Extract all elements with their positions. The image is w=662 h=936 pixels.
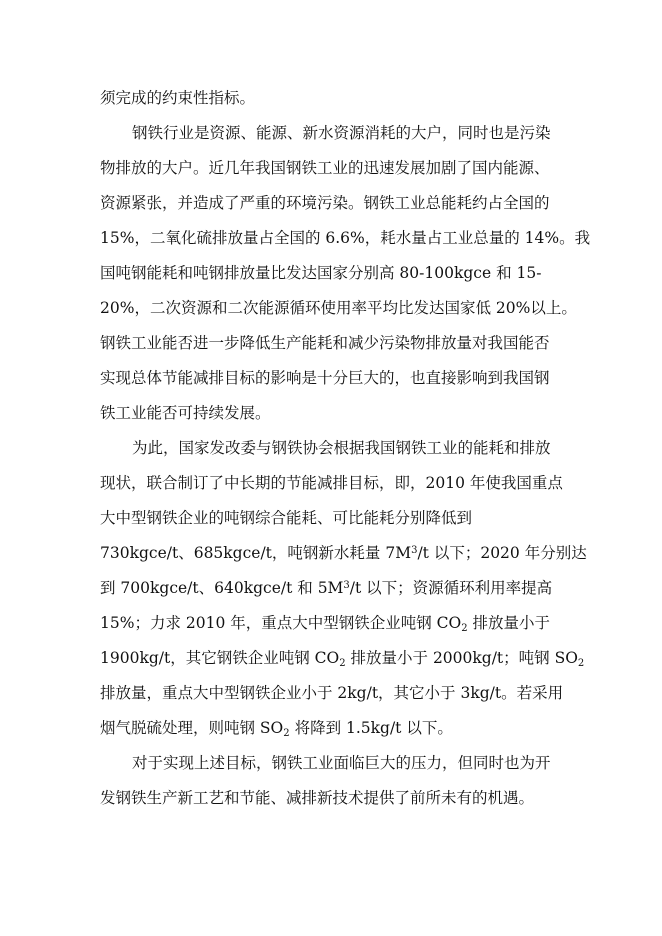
text-line: 现状，联合制订了中长期的节能减排目标，即，2010 年使我国重点 <box>100 474 563 492</box>
text-line: 排放量，重点大中型钢铁企业小于 2kg/t，其它小于 3kg/t。若采用 <box>100 684 564 702</box>
text-run: 1900kg/t，其它钢铁企业吨钢 CO <box>100 649 340 667</box>
text-run: 烟气脱硫处理，则吨钢 SO <box>100 719 284 737</box>
text-line: 须完成的约束性指标。 <box>100 89 256 107</box>
subscript: 2 <box>577 658 585 669</box>
text-line: 发钢铁生产新工艺和节能、减排新技术提供了前所未有的机遇。 <box>100 789 535 807</box>
text-line: 15%，二氧化硫排放量占全国的 6.6%，耗水量占工业总量的 14%。我 <box>100 229 591 247</box>
text-line: 为此，国家发改委与钢铁协会根据我国钢铁工业的能耗和排放 <box>132 439 551 457</box>
text-run: 730kgce/t、685kgce/t，吨钢新水耗量 7M <box>100 544 412 562</box>
subscript: 2 <box>461 623 468 634</box>
text-run: 排放量小于 <box>467 614 551 632</box>
text-line <box>100 541 587 565</box>
text-line: 国吨钢能耗和吨钢排放量比发达国家分别高 80-100kgce 和 15- <box>100 264 542 282</box>
text-run: /t 以下；资源循环利用率提高 <box>349 579 553 597</box>
text-line: 物排放的大户。近几年我国钢铁工业的迅速发展加剧了国内能源、 <box>100 159 550 177</box>
text-run: /t 以下；2020 年分别达 <box>417 544 587 562</box>
document-page <box>100 0 591 936</box>
text-line: 20%，二次资源和二次能源循环使用率平均比发达国家低 20%以上。 <box>100 299 577 317</box>
text-line: 大中型钢铁企业的吨钢综合能耗、可比能耗分别降低到 <box>100 509 473 527</box>
text-line <box>100 576 552 600</box>
superscript: 3 <box>343 580 350 591</box>
subscript: 2 <box>283 728 290 739</box>
superscript: 3 <box>411 545 418 556</box>
text-line: 资源紧张，并造成了严重的环境污染。钢铁工业总能耗约占全国的 <box>100 194 550 212</box>
text-run: 到 700kgce/t、640kgce/t 和 5M <box>100 579 344 597</box>
text-line: 实现总体节能减排目标的影响是十分巨大的，也直接影响到我国钢 <box>100 369 550 387</box>
text-line: 对于实现上述目标，钢铁工业面临巨大的压力，但同时也为开 <box>132 754 551 772</box>
text-line: 钢铁行业是资源、能源、新水资源消耗的大户，同时也是污染 <box>132 124 551 142</box>
text-run: 将降到 1.5kg/t 以下。 <box>289 719 453 737</box>
text-line <box>100 716 453 740</box>
text-run: 15%；力求 2010 年，重点大中型钢铁企业吨钢 CO <box>100 614 462 632</box>
text-line: 铁工业能否可持续发展。 <box>100 404 271 422</box>
subscript: 2 <box>339 658 346 669</box>
text-line <box>100 646 584 670</box>
text-line <box>100 611 550 635</box>
text-run: 排放量小于 2000kg/t；吨钢 SO <box>345 649 578 667</box>
text-line: 钢铁工业能否进一步降低生产能耗和减少污染物排放量对我国能否 <box>100 334 550 352</box>
